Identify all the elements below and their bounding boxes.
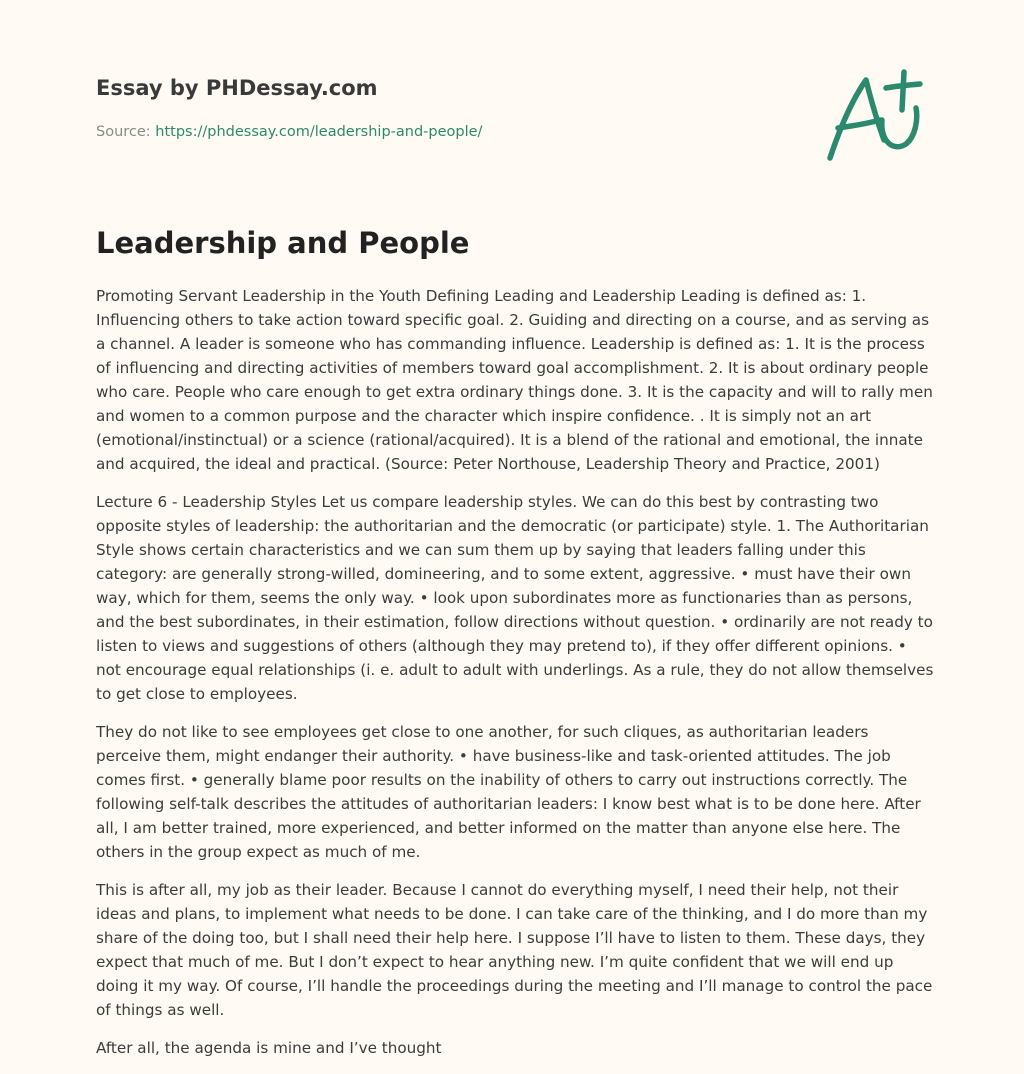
a-plus-grade-icon xyxy=(822,66,926,166)
essay-paragraph-1: Promoting Servant Leadership in the Youth Defining Leading and Leadership Leading is defined as: 1. Influencing others to take action toward specific goal. 2. Guiding and directing on a course, and as serving as a channel. A leader is someone who has commanding influence. Leadership is defined as: 1. It is the process of influencing and directing activities of members toward goal accomplishment. 2. It is about ordinary people who care. People who care enough to get extra ordinary things done. 3. It is the capacity and will to rally men and women to a common purpose and the character which inspire confidence. . It is simply not an art (emotional/instinctual) or a science (rational/acquired). It is a blend of the rational and emotional, the innate and acquired, the ideal and practical. (Source: Peter Northouse, Leadership Theory and Practice, 2001) xyxy=(96,287,933,473)
source-link[interactable]: https://phdessay.com/leadership-and-people/ xyxy=(155,124,483,140)
essay-paragraph-5: After all, the agenda is mine and I’ve thought xyxy=(96,1039,442,1057)
essay-title: Leadership and People xyxy=(96,226,470,260)
essay-page xyxy=(96,0,936,1057)
site-brand: Essay by PHDessay.com xyxy=(96,76,378,100)
essay-paragraph-3: They do not like to see employees get close to one another, for such cliques, as authoritarian leaders perceive them, might endanger their authority. • have business-like and task-oriented attitudes. The job comes first. • generally blame poor results on the inability of others to carry out instructions correctly. The following self-talk describes the attitudes of authoritarian leaders: I know best what is to be done here. After all, I am better trained, more experienced, and better informed on the matter than anyone else here. The others in the group expect as much of me. xyxy=(96,723,921,861)
essay-paragraph-4: This is after all, my job as their leader. Because I cannot do everything myself, I need their help, not their ideas and plans, to implement what needs to be done. I can take care of the thinking, and I do more than my share of the doing too, but I shall need their help here. I suppose I’ll have to listen to them. These days, they expect that much of me. But I don’t expect to hear anything new. I’m quite confident that we will end up doing it my way. Of course, I’ll handle the proceedings during the meeting and I’ll manage to control the pace of things as well. xyxy=(96,881,933,1019)
essay-paragraph-2: Lecture 6 - Leadership Styles Let us compare leadership styles. We can do this best by contrasting two opposite styles of leadership: the authoritarian and the democratic (or participate) style. 1. The Authoritarian Style shows certain characteristics and we can sum them up by saying that leaders falling under this category: are generally strong-willed, domineering, and to some extent, aggressive. • must have their own way, which for them, seems the only way. • look upon subordinates more as functionaries than as persons, and the best subordinates, in their estimation, follow directions without question. • ordinarily are not ready to listen to views and suggestions of others (although they may pretend to), if they offer different opinions. • not encourage equal relationships (i. e. adult to adult with underlings. As a rule, they do not allow themselves to get close to employees. xyxy=(96,493,934,703)
essay-body xyxy=(96,284,936,1074)
source-label: Source: xyxy=(96,124,151,140)
source-line xyxy=(96,124,482,140)
header xyxy=(96,0,936,190)
